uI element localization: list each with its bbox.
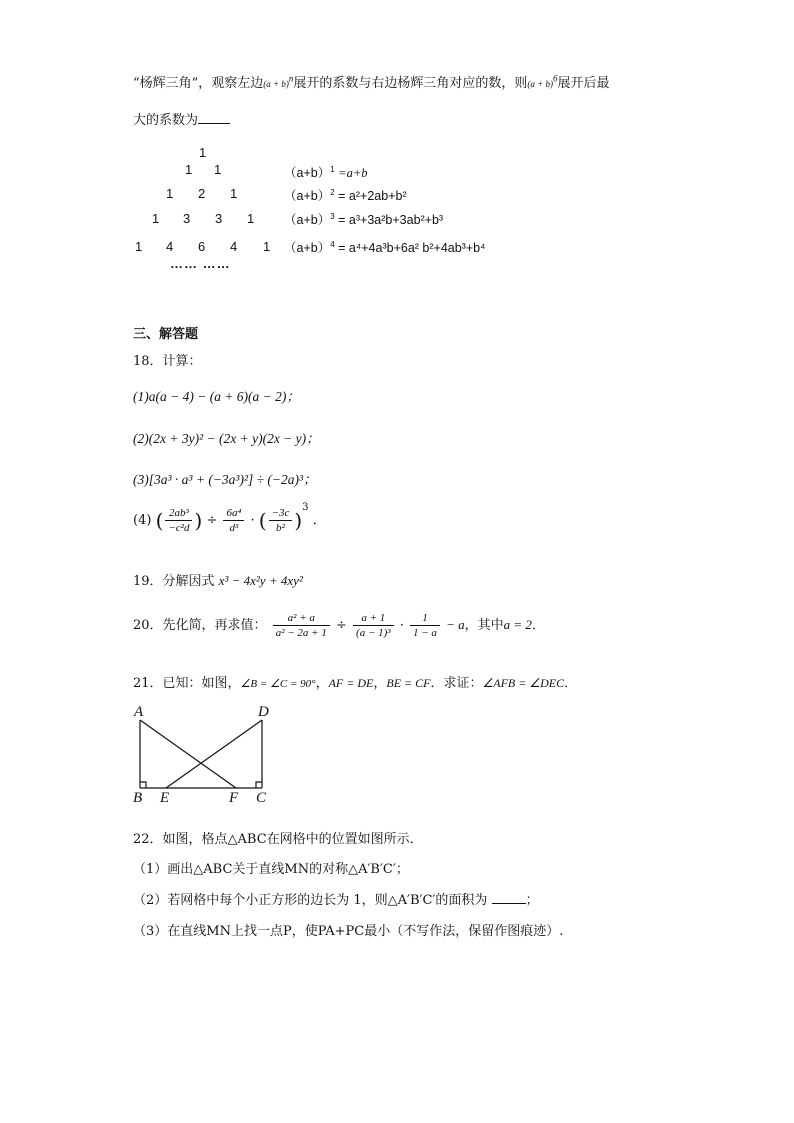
fraction-numerator: a² + a	[273, 612, 330, 626]
q18-part1: (1)a(a − 4) − (a + 6)(a − 2)；	[133, 389, 300, 404]
fraction-denominator: a² − 2a + 1	[275, 627, 327, 639]
triangle-number: 1	[135, 239, 143, 254]
point-label-b: B	[133, 790, 143, 806]
triangle-number: 6	[198, 239, 206, 254]
q21-condition-1: ∠B = ∠C = 90°	[240, 678, 316, 690]
expansion-lhs: （a+b）	[284, 241, 331, 255]
section-title: 三、解答题	[133, 327, 199, 342]
intro-text-1: “杨辉三角”，观察左边	[133, 76, 264, 91]
q21-condition-3: BE = CF	[386, 676, 431, 690]
intro-expr-a: (a + b)	[263, 79, 289, 89]
fraction-denominator: b²	[276, 522, 285, 534]
q22-step3: （3）在直线MN上找一点P，使PA+PC最小（不写作法，保留作图痕迹）.	[133, 924, 564, 939]
answer-blank[interactable]	[198, 111, 230, 124]
expansion-lhs: （a+b）	[284, 213, 331, 227]
right-angle-b	[140, 782, 146, 788]
punctuation: ，	[315, 676, 329, 691]
exponent: 3	[302, 502, 309, 513]
fraction-numerator: −3c	[269, 507, 293, 521]
expansion-rhs: =a+b	[338, 166, 368, 180]
q22-step2-text: （2）若网格中每个小正方形的边长为 1，则△A′B′C′的面积为	[133, 893, 488, 908]
triangle-number: 1	[247, 211, 255, 226]
q18-part3: (3)[3a³ · a³ + (−3a³)²] ÷ (−2a)³；	[133, 472, 317, 487]
expansion-exponent: 1	[330, 165, 335, 174]
fraction	[273, 612, 330, 639]
operator: ÷	[206, 513, 218, 528]
triangle-number: 3	[183, 211, 191, 226]
punctuation: ．	[312, 513, 326, 528]
q20	[133, 612, 545, 639]
intro-expr-b-exponent: 6	[552, 73, 558, 84]
q20-condition: a = 2	[503, 617, 532, 632]
q21	[133, 672, 577, 691]
segment-af	[140, 720, 236, 788]
question-intro-line2	[133, 109, 230, 128]
triangle-number: 1	[185, 162, 193, 177]
q18-title: 18．计算：	[133, 354, 202, 369]
q22-step1: （1）画出△ABC关于直线MN的对称△A′B′C′；	[133, 862, 409, 877]
right-angle-c	[256, 782, 262, 788]
punctuation: ．	[564, 676, 578, 691]
intro-text-2: 展开的系数与右边杨辉三角对应的数，则	[293, 76, 528, 91]
fraction-numerator: 6a⁴	[223, 507, 244, 521]
triangle-number: 4	[166, 239, 174, 254]
fraction-numerator: 1	[410, 612, 440, 626]
fraction-numerator: 2ab³	[165, 507, 192, 521]
segment-de	[166, 720, 262, 788]
intro-text-4: 大的系数为	[133, 113, 199, 128]
operator: ÷	[335, 618, 347, 633]
punctuation: ；	[525, 893, 539, 908]
operator: ·	[399, 618, 404, 633]
q18-part4-label: (4)	[133, 513, 152, 528]
expansion-row-3	[284, 210, 443, 228]
fraction-denominator: (a − 1)³	[356, 627, 391, 639]
triangle-number: 1	[263, 239, 271, 254]
q21-goal: ∠AFB = ∠DEC	[482, 676, 565, 690]
triangle-number: 1	[199, 145, 207, 160]
q20-tail: − a	[446, 617, 465, 632]
expansion-rhs: = a⁴+4a³b+6a² b²+4ab³+b⁴	[338, 241, 486, 255]
point-label-e: E	[160, 790, 170, 806]
fraction	[410, 612, 440, 639]
q20-label: 20．先化简，再求值：	[133, 618, 267, 633]
fraction	[353, 612, 394, 639]
q19-expression: x³ − 4x²y + 4xy²	[218, 573, 303, 588]
triangle-number: 2	[198, 186, 206, 201]
intro-text-3: 展开后最	[557, 76, 610, 91]
fraction	[223, 507, 244, 534]
expansion-exponent: 2	[330, 188, 335, 197]
expansion-lhs: （a+b）	[284, 189, 331, 203]
expansion-row-2	[284, 186, 407, 204]
question-intro-line1	[133, 72, 609, 91]
triangle-number: 1	[230, 186, 238, 201]
q21-label: 21．已知：如图，	[133, 676, 241, 691]
intro-expr-a-exponent: n	[288, 73, 294, 84]
triangle-ellipsis: …… ……	[170, 256, 231, 271]
q18-part2: (2)(2x + 3y)² − (2x + y)(2x − y)；	[133, 431, 320, 446]
punctuation: ，	[373, 676, 387, 691]
expansion-lhs: （a+b）	[284, 166, 331, 180]
fraction	[165, 507, 192, 534]
punctuation: ．	[531, 618, 545, 633]
expansion-row-1	[284, 163, 368, 181]
answer-blank[interactable]	[492, 891, 526, 904]
q21-condition-2: AF = DE	[328, 676, 374, 690]
fraction-numerator: a + 1	[353, 612, 394, 626]
q20-condition-label: ，其中	[464, 618, 504, 633]
expansion-exponent: 4	[330, 240, 335, 249]
q21-prove-label: ．求证：	[430, 676, 483, 691]
point-label-c: C	[256, 790, 267, 806]
intro-expr-b: (a + b)	[527, 79, 553, 89]
operator: ·	[250, 513, 255, 528]
fraction-denominator: d³	[229, 522, 239, 534]
triangle-number: 1	[152, 211, 160, 226]
expansion-rhs: = a³+3a²b+3ab²+b³	[338, 213, 444, 227]
expansion-exponent: 3	[330, 212, 335, 221]
q22-label: 22．如图，格点△ABC在网格中的位置如图所示．	[133, 832, 423, 847]
triangle-number: 4	[230, 239, 238, 254]
q19	[133, 570, 303, 589]
expansion-row-4	[284, 238, 485, 256]
triangle-number: 1	[214, 162, 222, 177]
expansion-rhs: = a²+2ab+b²	[338, 189, 407, 203]
q22-step2	[133, 889, 539, 908]
fraction-denominator: 1 − a	[413, 627, 437, 639]
q18-part4: (4) ( $\frac{\text{2ab³}}{\text{−c²d}}$ ) ÷ $\frac{\text{6a⁴}}{\text{d³}}$ · ( $\frac{-3c}{\text{b²}}$ )$^3$ ．	[133, 502, 326, 534]
point-label-d: D	[258, 704, 269, 720]
q19-label: 19．分解因式	[133, 574, 215, 589]
triangle-number: 3	[215, 211, 223, 226]
fraction	[269, 507, 293, 534]
triangle-number: 1	[166, 186, 174, 201]
point-label-f: F	[229, 790, 239, 806]
point-label-a: A	[134, 704, 144, 720]
fraction-denominator: −c²d	[168, 522, 190, 534]
